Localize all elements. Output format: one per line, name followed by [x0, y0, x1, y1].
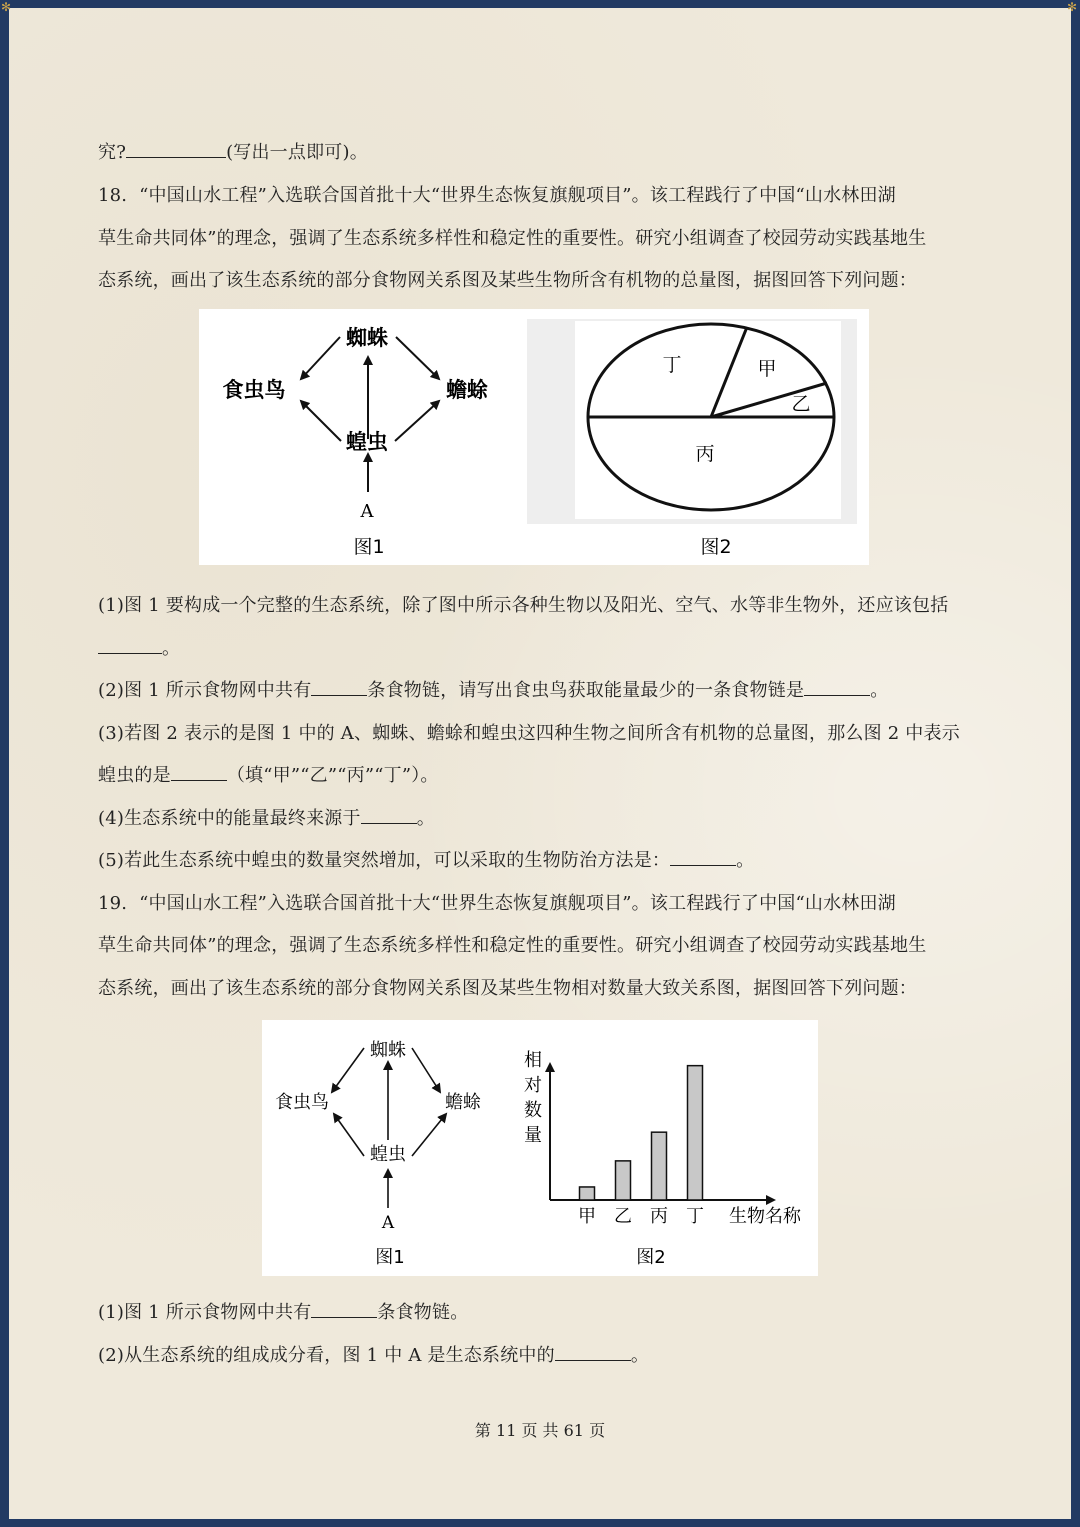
- page-number: 第 11 页 共 61 页: [474, 1421, 606, 1440]
- corner-ornament-icon: ✻: [1, 0, 12, 14]
- x-axis-label: 生物名称: [729, 1206, 801, 1227]
- q18-text: 。: [870, 680, 889, 701]
- answer-blank[interactable]: [311, 1301, 377, 1318]
- q18-text: (2)图 1 所示食物网中共有: [98, 680, 312, 701]
- x-tick-label: 丙: [650, 1206, 668, 1227]
- q18-sub1-line-2: [98, 634, 180, 660]
- q18-sub5-line: [98, 846, 754, 872]
- q18-intro-line-1: 18. “中国山水工程”入选联合国首批十大“世界生态恢复旗舰项目”。该工程践行了中国“山水林田湖: [98, 185, 896, 206]
- answer-blank[interactable]: [98, 637, 162, 654]
- fig2-caption: 图2: [700, 536, 732, 558]
- organism-a-label: A: [381, 1213, 395, 1233]
- q18-text: 。: [736, 850, 755, 871]
- q19-figure: [262, 1020, 818, 1276]
- answer-blank[interactable]: [361, 807, 417, 824]
- toad-label: 蟾蜍: [446, 378, 488, 402]
- answer-blank[interactable]: [670, 849, 736, 866]
- corner-ornament-icon: ✻: [1067, 0, 1078, 14]
- q19-intro-line-3: 态系统，画出了该生态系统的部分食物网关系图及某些生物相对数量大致关系图，据图回答下列问题：: [98, 978, 917, 999]
- y-axis-label-char: 对: [524, 1075, 542, 1096]
- q17-tail-line: [98, 138, 368, 164]
- toad-label: 蟾蜍: [445, 1092, 481, 1113]
- q18-intro-line-3: 态系统，画出了该生态系统的部分食物网关系图及某些生物所含有机物的总量图，据图回答下列问题：: [98, 270, 917, 291]
- pie-label-ding: 丁: [662, 354, 682, 376]
- x-tick-label: 甲: [578, 1206, 596, 1227]
- organism-a-label: A: [360, 501, 374, 522]
- bar-4: [688, 1066, 703, 1200]
- pie-panel-inner: [575, 321, 841, 519]
- q18-text: (5)若此生态系统中蝗虫的数量突然增加，可以采取的生物防治方法是：: [98, 850, 671, 871]
- q18-text: 蝗虫的是: [98, 765, 171, 786]
- spider-label: 蜘蛛: [346, 326, 388, 350]
- q19-sub2-line: [98, 1341, 649, 1367]
- answer-blank[interactable]: [311, 679, 367, 696]
- q19-intro-line-1: 19. “中国山水工程”入选联合国首批十大“世界生态恢复旗舰项目”。该工程践行了中国“山水林田湖: [98, 893, 896, 914]
- q19-text: (2)从生态系统的组成成分看，图 1 中 A 是生态系统中的: [98, 1345, 555, 1366]
- q18-text: 。: [162, 638, 181, 659]
- q18-sub4-line: [98, 804, 435, 830]
- bird-label: 食虫鸟: [275, 1092, 329, 1113]
- fig1-caption: 图1: [375, 1247, 405, 1268]
- pie-label-bing: 丙: [695, 443, 715, 465]
- spider-label: 蜘蛛: [370, 1040, 406, 1061]
- q19-sub1-line: [98, 1298, 468, 1324]
- q18-sub3-line-2: [98, 761, 439, 787]
- answer-blank[interactable]: [171, 764, 227, 781]
- bar-1: [580, 1187, 595, 1200]
- y-axis-label-char: 数: [524, 1100, 542, 1121]
- q17-text: 究?: [98, 142, 127, 163]
- q19-intro-line-2: 草生命共同体”的理念，强调了生态系统多样性和稳定性的重要性。研究小组调查了校园劳动实践基地生: [98, 935, 927, 956]
- q19-text: 条食物链。: [377, 1302, 469, 1323]
- answer-blank[interactable]: [804, 679, 870, 696]
- bar-series: [580, 1066, 703, 1200]
- q18-text: 。: [416, 808, 435, 829]
- q18-intro-line-2: 草生命共同体”的理念，强调了生态系统多样性和稳定性的重要性。研究小组调查了校园劳动实践基地生: [98, 228, 927, 249]
- q18-sub2-line: [98, 676, 888, 702]
- q17-text: (写出一点即可)。: [226, 142, 368, 163]
- bird-label: 食虫鸟: [222, 378, 286, 402]
- bar-3: [652, 1132, 667, 1200]
- fig1-caption: 图1: [353, 536, 385, 558]
- pie-label-yi: 乙: [791, 393, 811, 415]
- x-tick-label: 乙: [614, 1206, 632, 1227]
- food-web-diagram: [301, 337, 439, 492]
- q18-text: （填“甲”“乙”“丙”“丁”）。: [226, 765, 439, 786]
- food-web-diagram: [332, 1048, 446, 1208]
- pie-label-jia: 甲: [757, 358, 777, 380]
- bar-2: [616, 1161, 631, 1200]
- answer-blank[interactable]: [555, 1344, 631, 1361]
- q19-text: (1)图 1 所示食物网中共有: [98, 1302, 312, 1323]
- y-axis-label-char: 相: [524, 1050, 542, 1071]
- locust-label: 蝗虫: [370, 1144, 406, 1165]
- fig2-caption: 图2: [636, 1247, 666, 1268]
- q18-sub3-line-1: (3)若图 2 表示的是图 1 中的 A、蜘蛛、蟾蜍和蝗虫这四种生物之间所含有机物的总量图，那么图 2 中表示: [98, 723, 960, 744]
- q18-text: (4)生态系统中的能量最终来源于: [98, 808, 361, 829]
- answer-blank[interactable]: [126, 141, 226, 158]
- x-tick-label: 丁: [686, 1206, 704, 1227]
- locust-label: 蝗虫: [346, 430, 388, 454]
- x-tick-labels: [578, 1206, 704, 1227]
- q19-text: 。: [630, 1345, 650, 1366]
- q18-figure: [199, 309, 869, 565]
- q18-sub1-line-1: (1)图 1 要构成一个完整的生态系统，除了图中所示各种生物以及阳光、空气、水等非生物外，还应该包括: [98, 595, 949, 616]
- q18-text: 条食物链，请写出食虫鸟获取能量最少的一条食物链是: [367, 680, 805, 701]
- y-axis-label-char: 量: [524, 1125, 542, 1146]
